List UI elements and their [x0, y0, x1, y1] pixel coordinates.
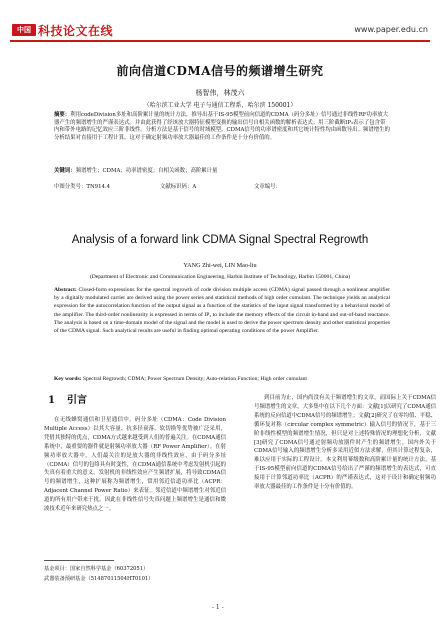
- fund-line-2: 武器装备预研基金（51487011504HT0101）: [44, 576, 154, 582]
- zh-keywords-text: 频谱增生；CDMA；功率谱密度；自相关函数；高阶累计量: [75, 168, 218, 174]
- en-abstract: [54, 286, 390, 335]
- class-number: 中图分类号：TN914.4: [54, 184, 111, 190]
- en-authors: YANG Zhi-wei, LIN Mao-liu: [183, 262, 257, 269]
- zh-abstract-text: 利用codeDivision多址和高阶累计量的统计方法，推导出基于IS-95模型前向信道的CDMA（码分多址）信号通过非线性RF功率放大器产生的频谱增生的严谨表达式。并由此获得了经该放大器特征模型变换的输出信号自相关函数的解析表达式；用三阶截断IP₃表示了包含带内和带外电路的记忆效应三阶非线性。分析方法是基于信号的时域模型，CDMA信号的功率谱密度和其它统计特性均由函数导出。频谱增生的分析结果对直接用于工程计算，这对于确定射频功率放大器最佳的工作条件是十分有价值的。: [54, 112, 390, 141]
- zh-keywords: [54, 168, 390, 176]
- en-keywords: [54, 376, 390, 384]
- section-title: 引言: [66, 394, 87, 406]
- zh-authors: 杨智伟，林茂六: [195, 89, 245, 97]
- zh-keywords-label: 关键词：: [54, 168, 76, 174]
- en-keywords-text: Spectral Regrowth; CDMA; Power Spectrum Density; Auto-relation Function; High order cumulant: [82, 376, 307, 382]
- page-number: - 1 -: [212, 604, 224, 611]
- site-logo[interactable]: [12, 22, 113, 38]
- zh-abstract-label: 摘要：: [54, 112, 71, 118]
- article-number: 文章编号：: [254, 184, 281, 190]
- section-number: 1: [48, 394, 55, 406]
- logo-mark-icon: 中国: [12, 24, 36, 36]
- logo-text: 科技论文在线: [38, 23, 114, 38]
- body-column-right: [254, 394, 436, 492]
- header-divider: [10, 40, 430, 42]
- zh-title: 前向信道CDMA信号的频谱增生研究: [116, 64, 324, 78]
- en-keywords-label: Key words:: [54, 376, 82, 382]
- site-header: [10, 22, 430, 38]
- en-title: Analysis of a forward link CDMA Signal Spectral Regrowth: [71, 234, 369, 246]
- en-affiliation: (Department of Electronic and Communication Engineering, Harbin Institute of Technology, Harbin 150001, China): [89, 274, 351, 280]
- doc-code: 文献标识码：A: [160, 184, 197, 190]
- site-url[interactable]: www.paper.edu.cn: [354, 25, 428, 34]
- section-heading: [48, 394, 226, 408]
- body-column-left: [44, 394, 226, 514]
- body-paragraph: 到目前为止，国内尚没有关于频谱增生的文章，而国际上关于CDMA信号频谱增生的文章，大多集中在以下几个方面：文献[1]以研究了CDMA通信系统的反向信道中CDMA信号的频谱增生；文献[2]研究了在零均值、平稳、循环复对称（circular complex symmetric）输入信号的情况下，基于三阶非线性模型的频谱增生情况，但只是对上述特殊情况的理想化分析，文献[3]研究了CDMA信号通过射频功放器件时产生的频谱增生。国内外关于CDMA信号输入的频谱增生分析多采用近似方法求解，但其计算过程复杂，难以应用于实际的工程设计。本文利用幂级数和高阶累计量的统计方法，基于IS-95模型前向信道的CDMA信号给出了严谨的频谱增生的表达式，可直接用于计算邻道功率比（ACPR）的严谨表达式，这对于设计和确定射频功率放大器最佳的工作条件是十分有价值的。: [254, 395, 436, 491]
- footnote-divider: [44, 560, 114, 561]
- en-abstract-text: Closed-form expressions for the spectral regrowth of code division multiple access (CDMA) signal passed through a nonlinear amplifier by a digitally modulated carrier are derived using the power series and statistical methods of high order cumulant. The technique yields an analytical expression for the autocorrelation function of the output signal as a function of the statistics of the input signal transformed by a behavioral model of the amplifier. The third-order nonlinearity is expressed in terms of IP₃ to include the memory effects of the circuit in-band and out-of-band reactance. The analysis is based on a time-domain model of the signal and the model is used to derive the power spectrum density and other statistical properties of the CDMA signal. Such analytical results are useful in finding optimal operating conditions of the power Amplifier.: [54, 287, 391, 335]
- fund-footnote: [44, 564, 226, 584]
- body-paragraph: 在无线蜂窝通信和卫星通信中，码分多址（CDMA：Code Division Multiple Access）以其大容量、抗多径衰落、软切换等优势被广泛采用，凭借其独特的优点，CDMA方式越来越受到人们的普遍关注。在CDMA通信系统中，最重要的器件就是射频功率放大器（RF Power Amplifier）。在射频功率放大器中，人们最关注的是放大器的非线性效应，由于码分多址（CDMA）信号的包络具有时变性，在CDMA通信系统中考虑发射机引起的失真有着重大的意义。发射机的非线性效应产生频谱扩展，将导致CDMA信号的频谱增生，这种扩展称为频谱增生，常用邻近信道功率比（ACPR：Adjacent Channel Power Ratio）来表征。邻近信道中频谱增生对邻近信道的所有用户带来干扰，因此在非线性信号失真问题上频谱增生是通信和微波技术近年来研究热点之一。: [44, 417, 226, 513]
- zh-abstract: [54, 112, 390, 142]
- en-abstract-label: Abstract:: [54, 287, 77, 293]
- fund-line-1: 基金项目：国家自然科学基金（60372051）: [44, 566, 149, 572]
- zh-affiliation: （哈尔滨工业大学 电子与通信工程系，哈尔滨 150001）: [143, 102, 297, 109]
- zh-meta-row: [54, 182, 390, 190]
